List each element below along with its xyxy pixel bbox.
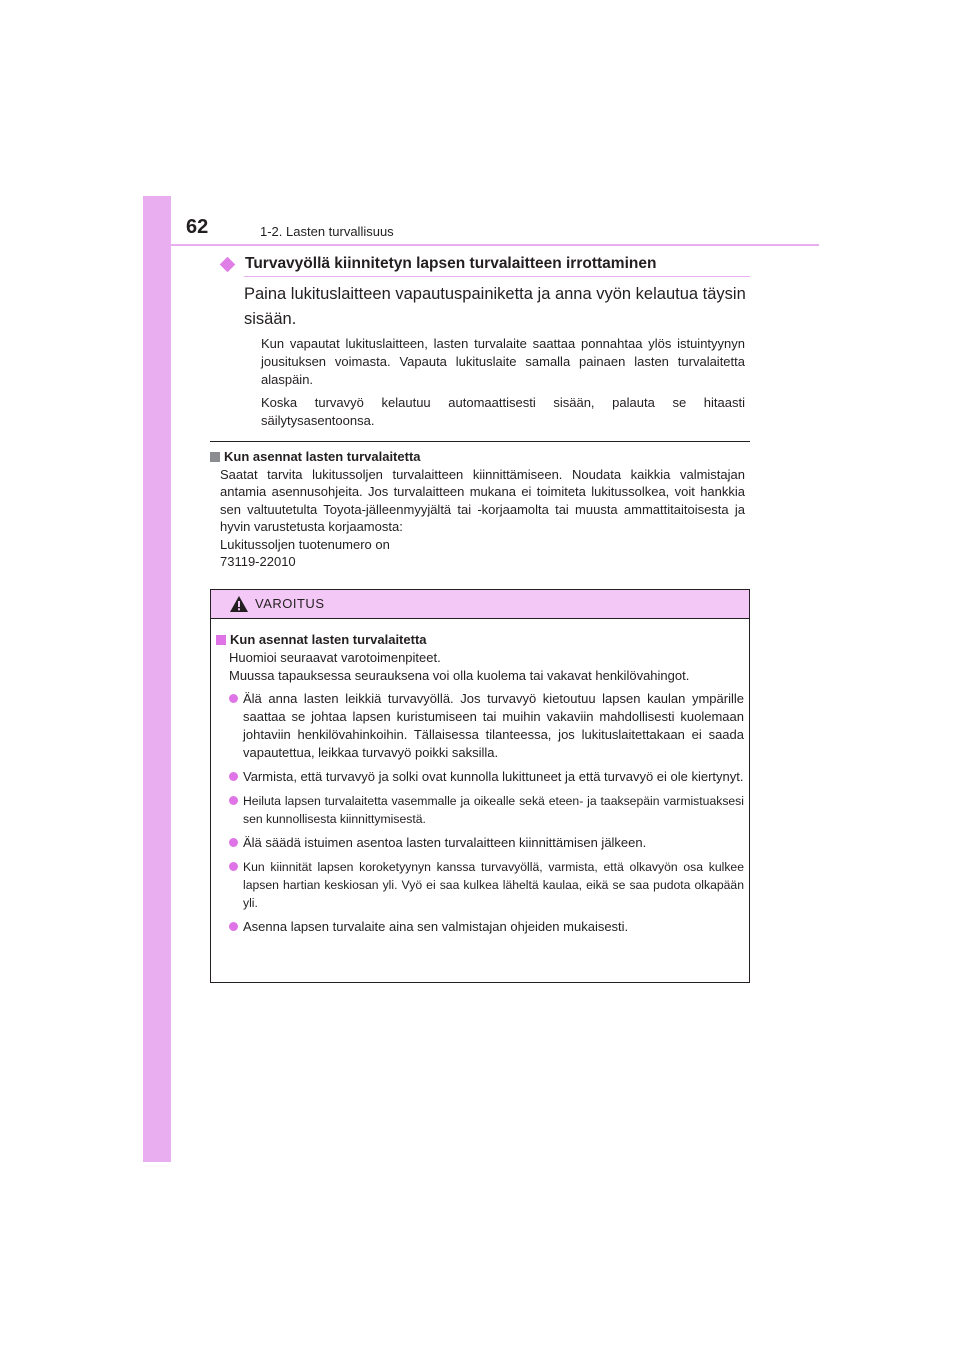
section-title: 1-2. Lasten turvallisuus [260, 224, 394, 239]
warning-box [210, 589, 750, 983]
chapter-side-tab [143, 196, 171, 1162]
part-number-label: Lukitussoljen tuotenumero on [220, 536, 390, 552]
info-heading [210, 448, 745, 466]
subsection-title: Turvavyöllä kiinnitetyn lapsen turvalaitteen irrottaminen [245, 255, 657, 272]
warning-intro [229, 649, 744, 684]
warning-intro-line: Huomioi seuraavat varotoimenpiteet. [229, 650, 441, 665]
round-bullet-icon [229, 922, 238, 931]
warning-triangle-icon [229, 595, 249, 613]
round-bullet-icon [229, 862, 238, 871]
section-divider [210, 441, 750, 442]
warning-bullet [229, 858, 744, 912]
square-bullet-icon [210, 452, 220, 462]
square-bullet-icon [216, 635, 226, 645]
info-paragraph: Saatat tarvita lukitussoljen turvalaitteen kiinnittämiseen. Noudata kaikkia valmistajan antamia asennusohjeita. Jos turvalaitteen mukana ei toimiteta lukitussolkea, voit hankkia sen valtuutetulta Toyota-jälleenmyyjältä tai -korjaamolta tai muusta ammattitaitoisesta ja hyvin varustetusta korjaamosta: [220, 467, 745, 535]
page-number: 62 [186, 216, 209, 238]
info-heading-text: Kun asennat lasten turvalaitetta [224, 449, 421, 464]
note-paragraph: Koska turvavyö kelautuu automaattisesti sisään, palauta se hitaasti säilytysasentoonsa. [261, 395, 745, 428]
subsection-heading [218, 253, 750, 275]
warning-bullet [229, 768, 744, 786]
warning-intro-line: Muussa tapauksessa seurauksena voi olla kuolema tai vakavat henkilövahingot. [229, 667, 690, 683]
warning-heading [216, 631, 744, 649]
subsection-rule [244, 276, 750, 277]
warning-bullet [229, 918, 744, 936]
warning-bullet-text: Varmista, että turvavyö ja solki ovat kunnolla lukittuneet ja että turvavyö ei ole kiertynyt. [243, 769, 744, 785]
warning-bullet-text: Älä anna lasten leikkiä turvavyöllä. Jos turvavyö kietoutuu lapsen kaulan ympärille saattaa se johtaa lapsen kuristumiseen tai muihin vakaviin mahdollisesti kuolemaan johtaviin henkilövahinkoihin. Tällaisessa tilanteessa, jos lukituslaitettakaan ei saada vapautettua, leikkaa turvavyö poikki saksilla. [243, 691, 744, 761]
warning-heading-text: Kun asennat lasten turvalaitetta [230, 632, 427, 647]
info-block [210, 448, 745, 570]
round-bullet-icon [229, 796, 238, 805]
warning-bullet [229, 690, 744, 762]
note-paragraph: Kun vapautat lukituslaitteen, lasten turvalaite saattaa ponnahtaa ylös istuintyynyn jousituksen voimasta. Vapauta lukituslaite samalla painaen lasten turvalaitetta alaspäin. [261, 336, 745, 387]
warning-bullet-text: Asenna lapsen turvalaite aina sen valmistajan ohjeiden mukaisesti. [243, 919, 629, 935]
warning-content [211, 619, 749, 936]
round-bullet-icon [229, 838, 238, 847]
round-bullet-icon [229, 772, 238, 781]
part-number: 73119-22010 [220, 554, 296, 570]
step-instruction: Paina lukituslaitteen vapautuspainiketta ja anna vyön kelautua täysin sisään. [244, 285, 746, 328]
warning-header [211, 590, 749, 619]
info-body [220, 466, 745, 570]
header-rule [171, 244, 819, 246]
warning-label: VAROITUS [255, 596, 325, 611]
warning-bullet-text: Heiluta lapsen turvalaitetta vasemmalle ja oikealle sekä eteen- ja taaksepäin varmistuaksesi sen kunnollisesta kiinnittymisestä. [243, 794, 744, 827]
warning-bullet-text: Älä säädä istuimen asentoa lasten turvalaitteen kiinnittämisen jälkeen. [243, 835, 647, 851]
diamond-bullet-icon [220, 256, 236, 272]
warning-bullet [229, 834, 744, 852]
warning-bullet-text: Kun kiinnität lapsen koroketyynyn kanssa turvavyöllä, varmista, että olkavyön osa kulkee lapsen hartian keskiosan yli. Vyö ei saa kulkea läheltä kaulaa, eikä se saa pudota olkapään yli. [243, 860, 744, 911]
round-bullet-icon [229, 694, 238, 703]
warning-bullet [229, 792, 744, 828]
